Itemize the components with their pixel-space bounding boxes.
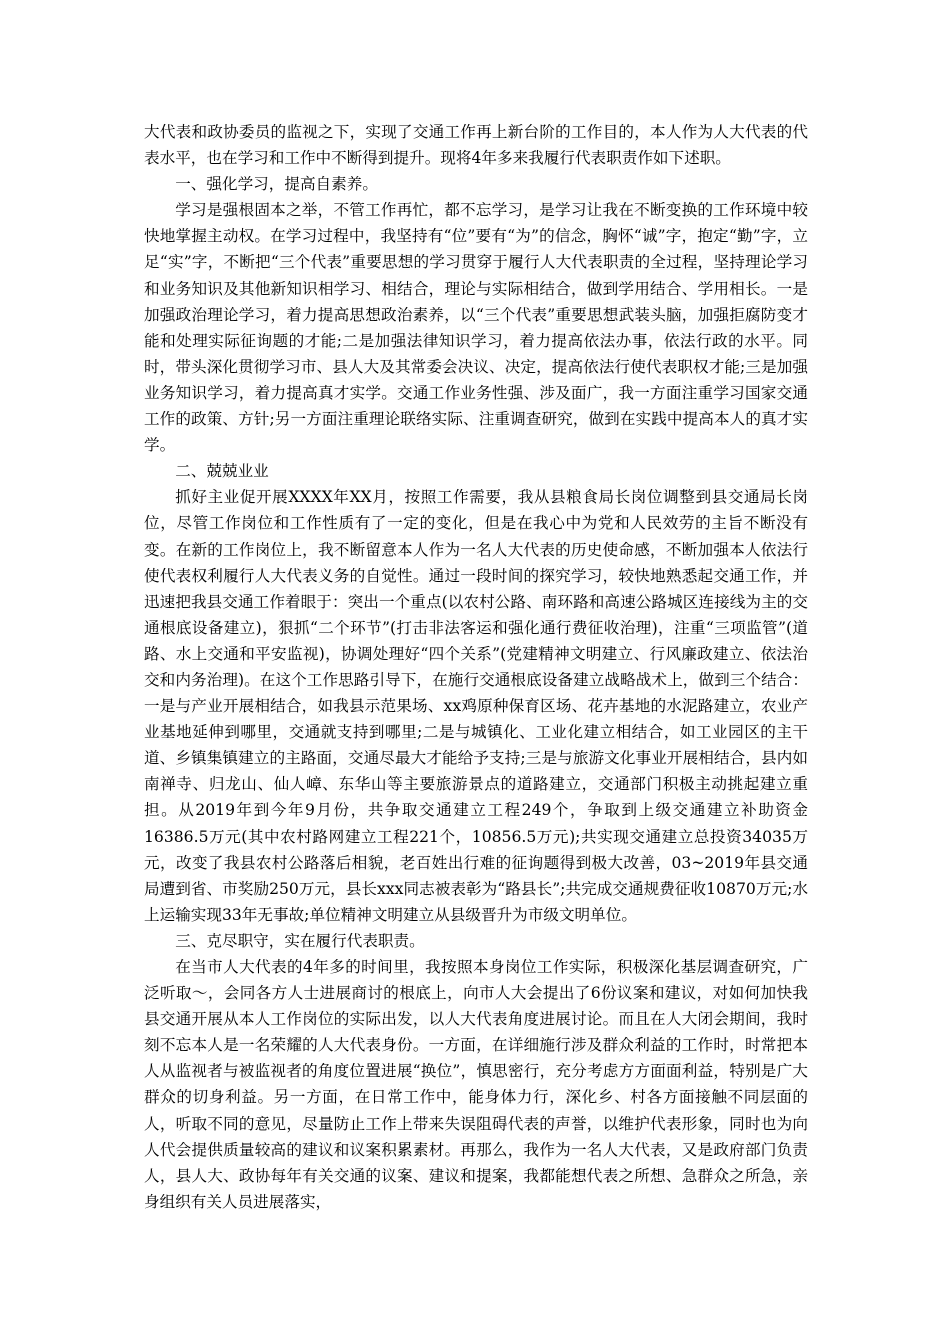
- section-heading-1: 一、强化学习，提高自素养。: [175, 175, 378, 194]
- paragraph-study: 学习是强根固本之举，不管工作再忙，都不忘学习，是学习让我在不断变换的工作环境中较快地掌握主动权。在学习过程中，我坚持有“位”要有“为”的信念，胸怀“诚”字，抱定“勤”字，立足“实”字，不断把“三个代表”重要思想的学习贯穿于履行人大代表职责的全过程，坚持理论学习和业务知识及其他新知识相学习、相结合，理论与实际相结合，做到学用结合、学用相长。一是加强政治理论学习，着力提高思想政治素养，以“三个代表”重要思想武装头脑，加强拒腐防变才能和处理实际征询题的才能;二是加强法律知识学习，着力提高依法办事，依法行政的水平。同时，带头深化贯彻学习市、县人大及其常委会决议、决定，提高依法行使代表职权才能;三是加强业务知识学习，着力提高真才实学。交通工作业务性强、涉及面广，我一方面注重学习国家交通工作的政策、方针;另一方面注重理论联络实际、注重调查研究，做到在实践中提高本人的真才实学。: [144, 201, 808, 455]
- section-heading-2: 二、兢兢业业: [175, 462, 269, 481]
- paragraph-work: 抓好主业促开展XXXX年XX月，按照工作需要，我从县粮食局长岗位调整到县交通局长岗位，尽管工作岗位和工作性质有了一定的变化，但是在我心中为党和人民效劳的主旨不断没有变。在新的工作岗位上，我不断留意本人作为一名人大代表的历史使命感，不断加强本人依法行使代表权利履行人大代表义务的自觉性。通过一段时间的探究学习，较快地熟悉起交通工作，并迅速把我县交通工作着眼于：突出一个重点(以农村公路、南环路和高速公路城区连接线为主的交通根底设备建立)，狠抓“二个环节”(打击非法客运和强化通行费征收治理)，注重“三项监管”(道路、水上交通和平安监视)，协调处理好“四个关系”(党建精神文明建立、行风廉政建立、依法治交和内务治理)。在这个工作思路引导下，在施行交通根底设备建立战略战术上，做到三个结合：一是与产业开展相结合，如我县示范果场、xx鸡原种保育区场、花卉基地的水泥路建立，农业产业基地延伸到哪里，交通就支持到哪里;二是与城镇化、工业化建立相结合，如工业园区的主干道、乡镇集镇建立的主路面，交通尽最大才能给予支持;三是与旅游文化事业开展相结合，县内如南禅寺、归龙山、仙人嶂、东华山等主要旅游景点的道路建立，交通部门积极主动挑起建立重担。从2019年到今年9月份，共争取交通建立工程249个，争取到上级交通建立补助资金16386.5万元(其中农村路网建立工程221个，10856.5万元);共实现交通建立总投资34035万元，改变了我县农村公路落后相貌，老百姓出行难的征询题得到极大改善，03~2019年县交通局遭到省、市奖励250万元，县长xxx同志被表彰为“路县长”;共完成交通规费征收10870万元;水上运输实现33年无事故;单位精神文明建立从县级晋升为市级文明单位。: [144, 488, 808, 924]
- document-body: [144, 119, 808, 1215]
- paragraph-duty: 在当市人大代表的4年多的时间里，我按照本身岗位工作实际，积极深化基层调查研究，广泛听取～，会同各方人士进展商讨的根底上，向市人大会提出了6份议案和建议，对如何加快我县交通开展从本人工作岗位的实际出发，以人大代表角度进展讨论。而且在人大闭会期间，我时刻不忘本人是一名荣耀的人大代表身份。一方面，在详细施行涉及群众利益的工作时，时常把本人从监视者与被监视者的角度位置进展“换位”，慎思密行，充分考虑方方面面利益，特别是广大群众的切身利益。另一方面，在日常工作中，能身体力行，深化乡、村各方面接触不同层面的人，听取不同的意见，尽量防止工作上带来失误阻碍代表的声誉，以维护代表形象，同时也为向人代会提供质量较高的建议和议案积累素材。再那么，我作为一名人大代表，又是政府部门负责人，县人大、政协每年有关交通的议案、建议和提案，我都能想代表之所想、急群众之所急，亲身组织有关人员进展落实，: [144, 958, 808, 1211]
- section-heading-3: 三、克尽职守，实在履行代表职责。: [175, 931, 425, 950]
- paragraph-intro: 大代表和政协委员的监视之下，实现了交通工作再上新台阶的工作目的，本人作为人大代表的代表水平，也在学习和工作中不断得到提升。现将4年多来我履行代表职责作如下述职。: [144, 123, 808, 168]
